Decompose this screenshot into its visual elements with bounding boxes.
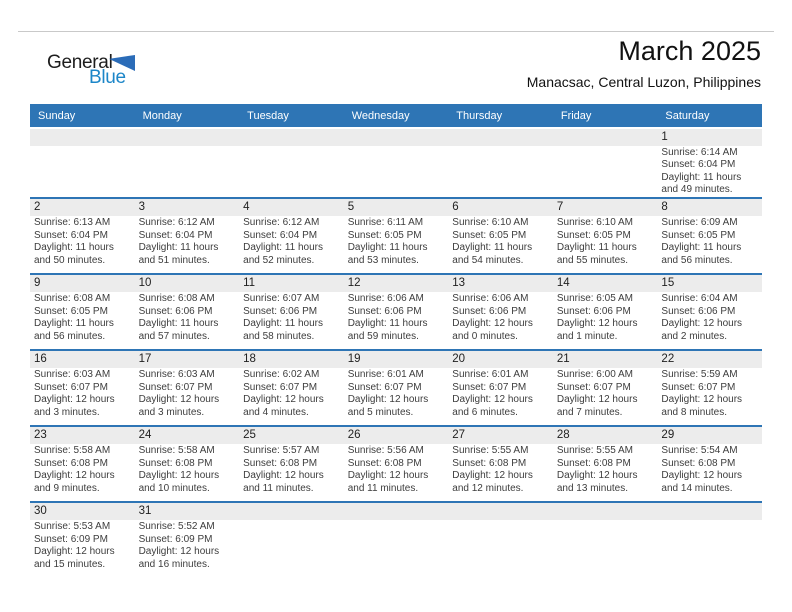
day-detail-line: Daylight: 11 hours (243, 242, 323, 253)
day-detail-line: Sunrise: 6:08 AM (138, 293, 215, 304)
day-detail-line: Daylight: 11 hours (138, 318, 219, 329)
day-number: 3 (135, 199, 240, 216)
day-number: 24 (135, 427, 240, 444)
day-details (448, 368, 553, 419)
day-number (344, 503, 449, 520)
day-cell-empty (135, 129, 240, 197)
day-details (239, 292, 344, 343)
day-details (553, 216, 658, 267)
day-number: 18 (239, 351, 344, 368)
day-detail-line: and 2 minutes. (661, 330, 728, 342)
day-details (30, 368, 135, 419)
day-detail-line: Sunrise: 5:54 AM (661, 445, 738, 456)
day-cell-7 (553, 199, 658, 273)
calendar-week-row (30, 129, 762, 197)
day-detail-line: and 50 minutes. (34, 254, 106, 266)
day-detail-line: Daylight: 12 hours (34, 394, 115, 405)
day-details (657, 520, 762, 521)
day-number: 12 (344, 275, 449, 292)
day-number: 11 (239, 275, 344, 292)
day-details (448, 444, 553, 495)
day-cell-empty (448, 129, 553, 197)
logo-text-general: General (47, 52, 113, 73)
day-number (553, 129, 658, 146)
day-cell-8 (657, 199, 762, 273)
day-detail-line: Sunrise: 6:01 AM (452, 369, 529, 380)
day-details (657, 216, 762, 267)
day-cell-empty (30, 129, 135, 197)
day-details (135, 444, 240, 495)
day-cell-19 (344, 351, 449, 425)
day-detail-line: Sunset: 6:08 PM (661, 457, 736, 469)
day-cell-empty (553, 129, 658, 197)
day-cell-empty (553, 503, 658, 577)
day-details (553, 368, 658, 419)
day-detail-line: Sunset: 6:06 PM (556, 305, 631, 317)
weekday-header-row (30, 104, 762, 127)
day-detail-line: and 1 minute. (556, 330, 618, 342)
day-number: 29 (657, 427, 762, 444)
day-detail-line: Daylight: 11 hours (452, 242, 533, 253)
day-cell-16 (30, 351, 135, 425)
day-detail-line: Sunset: 6:08 PM (556, 457, 631, 469)
day-detail-line: Sunrise: 5:58 AM (138, 445, 215, 456)
day-detail-line: Sunrise: 6:03 AM (138, 369, 215, 380)
day-detail-line: Sunrise: 6:12 AM (243, 217, 320, 228)
day-detail-line: and 58 minutes. (243, 330, 315, 342)
day-detail-line: Sunrise: 5:56 AM (347, 445, 424, 456)
day-number: 28 (553, 427, 658, 444)
day-details (553, 520, 658, 521)
day-cell-25 (239, 427, 344, 501)
day-detail-line: Sunrise: 6:03 AM (34, 369, 111, 380)
day-detail-line: Daylight: 11 hours (243, 318, 323, 329)
day-number: 6 (448, 199, 553, 216)
day-detail-line: and 9 minutes. (34, 482, 100, 494)
day-detail-line: Sunset: 6:09 PM (138, 533, 213, 545)
day-number (135, 129, 240, 146)
day-number: 10 (135, 275, 240, 292)
calendar (30, 104, 762, 577)
day-detail-line: and 52 minutes. (243, 254, 315, 266)
day-number (30, 129, 135, 146)
day-number: 31 (135, 503, 240, 520)
day-detail-line: Daylight: 11 hours (34, 318, 114, 329)
day-cell-20 (448, 351, 553, 425)
day-detail-line: Sunset: 6:04 PM (243, 229, 318, 241)
day-detail-line: Daylight: 12 hours (661, 470, 743, 481)
day-cell-13 (448, 275, 553, 349)
day-details (657, 368, 762, 419)
day-details (657, 146, 762, 196)
day-detail-line: Sunset: 6:08 PM (243, 457, 318, 469)
day-cell-empty (657, 503, 762, 577)
day-detail-line: Daylight: 11 hours (347, 242, 428, 253)
day-details (344, 146, 449, 147)
day-cell-14 (553, 275, 658, 349)
day-details (553, 444, 658, 495)
day-detail-line: Sunset: 6:07 PM (138, 381, 213, 393)
day-cell-11 (239, 275, 344, 349)
day-number: 1 (657, 129, 762, 146)
day-detail-line: and 3 minutes. (138, 406, 205, 418)
day-detail-line: Sunrise: 6:04 AM (661, 293, 738, 304)
day-details (239, 520, 344, 521)
day-number: 5 (344, 199, 449, 216)
day-details (30, 444, 135, 495)
day-cell-17 (135, 351, 240, 425)
day-details (553, 146, 658, 147)
day-detail-line: and 11 minutes. (243, 482, 314, 494)
weekday-header-sunday: Sunday (38, 109, 76, 122)
day-detail-line: Sunset: 6:05 PM (34, 305, 108, 317)
day-details (30, 292, 135, 343)
day-detail-line: Sunset: 6:05 PM (347, 229, 422, 241)
day-detail-line: Sunset: 6:07 PM (34, 381, 108, 393)
day-detail-line: Daylight: 11 hours (661, 242, 742, 253)
day-detail-line: Sunrise: 6:01 AM (347, 369, 424, 380)
day-cell-empty (448, 503, 553, 577)
day-detail-line: Daylight: 12 hours (556, 318, 638, 329)
day-details (239, 216, 344, 267)
day-detail-line: and 53 minutes. (347, 254, 419, 266)
day-cell-empty (344, 503, 449, 577)
day-detail-line: Sunset: 6:04 PM (34, 229, 108, 241)
day-detail-line: Sunset: 6:08 PM (138, 457, 213, 469)
day-details (657, 444, 762, 495)
day-detail-line: Sunset: 6:09 PM (34, 533, 108, 545)
day-cell-6 (448, 199, 553, 273)
day-number: 14 (553, 275, 658, 292)
day-detail-line: and 56 minutes. (34, 330, 106, 342)
day-cell-30 (30, 503, 135, 577)
day-detail-line: Sunrise: 5:58 AM (34, 445, 111, 456)
day-detail-line: Daylight: 12 hours (243, 394, 324, 405)
day-cell-12 (344, 275, 449, 349)
day-cell-26 (344, 427, 449, 501)
day-detail-line: Sunset: 6:05 PM (661, 229, 736, 241)
day-detail-line: Sunset: 6:04 PM (138, 229, 213, 241)
day-detail-line: Sunrise: 5:52 AM (138, 521, 215, 532)
weekday-header-tuesday: Tuesday (247, 109, 289, 122)
day-detail-line: and 59 minutes. (347, 330, 419, 342)
day-number: 15 (657, 275, 762, 292)
day-details (344, 520, 449, 521)
day-details (344, 216, 449, 267)
day-cell-empty (239, 129, 344, 197)
day-detail-line: Daylight: 12 hours (243, 470, 324, 481)
weekday-header-monday: Monday (142, 109, 182, 122)
day-detail-line: Sunrise: 5:57 AM (243, 445, 320, 456)
day-details (135, 368, 240, 419)
day-detail-line: Sunset: 6:08 PM (452, 457, 527, 469)
day-details (30, 146, 135, 147)
day-details (135, 146, 240, 147)
day-detail-line: and 56 minutes. (661, 254, 733, 266)
day-cell-29 (657, 427, 762, 501)
day-detail-line: Daylight: 11 hours (661, 171, 742, 183)
day-detail-line: Sunrise: 6:02 AM (243, 369, 320, 380)
logo-text-blue: Blue (89, 67, 126, 88)
day-number: 7 (553, 199, 658, 216)
day-detail-line: and 13 minutes. (556, 482, 629, 494)
location-subtitle: Manacsac, Central Luzon, Philippines (526, 74, 761, 90)
day-detail-line: Daylight: 12 hours (661, 394, 743, 405)
day-detail-line: Sunset: 6:06 PM (243, 305, 318, 317)
day-detail-line: and 11 minutes. (347, 482, 419, 494)
weekday-header-wednesday: Wednesday (351, 109, 410, 122)
day-cell-28 (553, 427, 658, 501)
day-detail-line: Sunrise: 5:53 AM (34, 521, 111, 532)
day-detail-line: Sunset: 6:06 PM (661, 305, 736, 317)
day-detail-line: and 14 minutes. (661, 482, 733, 494)
day-detail-line: Sunset: 6:06 PM (347, 305, 422, 317)
day-number: 20 (448, 351, 553, 368)
day-number (239, 503, 344, 520)
day-details (344, 368, 449, 419)
day-details (553, 292, 658, 343)
day-number: 22 (657, 351, 762, 368)
day-detail-line: Daylight: 11 hours (347, 318, 428, 329)
day-detail-line: Sunrise: 6:10 AM (452, 217, 529, 228)
day-detail-line: Sunrise: 6:06 AM (452, 293, 529, 304)
day-detail-line: Sunrise: 5:55 AM (556, 445, 633, 456)
calendar-week-row (30, 197, 762, 273)
day-detail-line: and 3 minutes. (34, 406, 100, 418)
day-detail-line: Sunset: 6:07 PM (243, 381, 318, 393)
day-detail-line: Sunrise: 6:14 AM (661, 147, 738, 158)
day-cell-1 (657, 129, 762, 197)
day-cell-4 (239, 199, 344, 273)
day-detail-line: Sunrise: 6:10 AM (556, 217, 633, 228)
day-details (448, 146, 553, 147)
day-detail-line: Daylight: 12 hours (34, 470, 115, 481)
day-detail-line: Daylight: 11 hours (138, 242, 219, 253)
day-number: 25 (239, 427, 344, 444)
day-detail-line: and 8 minutes. (661, 406, 728, 418)
day-detail-line: and 5 minutes. (347, 406, 414, 418)
day-number: 19 (344, 351, 449, 368)
day-details (344, 292, 449, 343)
day-number (657, 503, 762, 520)
day-detail-line: Sunset: 6:06 PM (452, 305, 527, 317)
general-blue-logo (47, 52, 167, 92)
day-detail-line: Daylight: 11 hours (34, 242, 114, 253)
day-details (448, 292, 553, 343)
day-detail-line: Sunrise: 6:08 AM (34, 293, 111, 304)
day-details (657, 292, 762, 343)
day-detail-line: and 51 minutes. (138, 254, 210, 266)
day-detail-line: Daylight: 11 hours (556, 242, 637, 253)
day-number: 4 (239, 199, 344, 216)
day-number: 9 (30, 275, 135, 292)
day-detail-line: and 57 minutes. (138, 330, 210, 342)
weekday-header-thursday: Thursday (456, 109, 503, 122)
day-cell-31 (135, 503, 240, 577)
title-block (527, 36, 761, 90)
day-number: 17 (135, 351, 240, 368)
day-detail-line: Daylight: 12 hours (452, 394, 533, 405)
calendar-week-row (30, 349, 762, 425)
calendar-week-row (30, 273, 762, 349)
day-detail-line: Daylight: 12 hours (138, 546, 220, 557)
day-detail-line: and 15 minutes. (34, 558, 106, 570)
day-detail-line: Daylight: 12 hours (138, 394, 220, 405)
calendar-week-row (30, 425, 762, 501)
day-detail-line: Sunset: 6:08 PM (34, 457, 108, 469)
day-detail-line: Sunset: 6:07 PM (556, 381, 631, 393)
day-details (448, 520, 553, 521)
day-detail-line: Sunrise: 6:13 AM (34, 217, 111, 228)
day-details (30, 216, 135, 267)
day-detail-line: Sunrise: 6:07 AM (243, 293, 320, 304)
day-detail-line: Sunset: 6:07 PM (347, 381, 422, 393)
day-cell-24 (135, 427, 240, 501)
day-detail-line: and 6 minutes. (452, 406, 518, 418)
day-number: 13 (448, 275, 553, 292)
day-cell-empty (239, 503, 344, 577)
day-number: 21 (553, 351, 658, 368)
day-cell-3 (135, 199, 240, 273)
day-number: 2 (30, 199, 135, 216)
day-detail-line: Daylight: 12 hours (452, 470, 533, 481)
day-number (344, 129, 449, 146)
day-detail-line: Daylight: 12 hours (452, 318, 533, 329)
day-detail-line: and 7 minutes. (556, 406, 623, 418)
day-cell-2 (30, 199, 135, 273)
day-number (239, 129, 344, 146)
day-detail-line: and 49 minutes. (661, 183, 733, 195)
day-detail-line: Sunrise: 6:06 AM (347, 293, 424, 304)
weekday-header-saturday: Saturday (665, 109, 710, 122)
day-detail-line: Sunset: 6:06 PM (138, 305, 213, 317)
day-number: 26 (344, 427, 449, 444)
day-cell-21 (553, 351, 658, 425)
day-details (135, 292, 240, 343)
day-detail-line: Daylight: 12 hours (347, 394, 429, 405)
day-details (135, 216, 240, 267)
day-detail-line: Sunset: 6:08 PM (347, 457, 422, 469)
day-cell-9 (30, 275, 135, 349)
day-number: 16 (30, 351, 135, 368)
day-detail-line: Daylight: 12 hours (347, 470, 429, 481)
day-cell-10 (135, 275, 240, 349)
day-details (239, 368, 344, 419)
calendar-week-row (30, 501, 762, 577)
day-detail-line: Sunrise: 6:05 AM (556, 293, 633, 304)
day-detail-line: and 54 minutes. (452, 254, 524, 266)
day-number (448, 503, 553, 520)
day-number (553, 503, 658, 520)
day-detail-line: and 12 minutes. (452, 482, 524, 494)
day-detail-line: and 10 minutes. (138, 482, 210, 494)
day-details (239, 146, 344, 147)
day-detail-line: Daylight: 12 hours (138, 470, 220, 481)
day-detail-line: Daylight: 12 hours (661, 318, 743, 329)
day-detail-line: and 16 minutes. (138, 558, 210, 570)
day-detail-line: Sunset: 6:07 PM (452, 381, 527, 393)
day-number: 8 (657, 199, 762, 216)
day-details (239, 444, 344, 495)
day-detail-line: Daylight: 12 hours (34, 546, 115, 557)
day-detail-line: Sunrise: 6:12 AM (138, 217, 215, 228)
day-detail-line: Sunrise: 6:00 AM (556, 369, 633, 380)
day-number: 27 (448, 427, 553, 444)
day-detail-line: Sunset: 6:07 PM (661, 381, 736, 393)
day-number: 23 (30, 427, 135, 444)
day-cell-5 (344, 199, 449, 273)
day-detail-line: Daylight: 12 hours (556, 470, 638, 481)
month-title: March 2025 (618, 36, 761, 66)
day-details (30, 520, 135, 571)
day-details (344, 444, 449, 495)
day-cell-18 (239, 351, 344, 425)
day-detail-line: Sunrise: 6:09 AM (661, 217, 738, 228)
weekday-header-friday: Friday (560, 109, 592, 122)
day-detail-line: Sunset: 6:05 PM (452, 229, 527, 241)
day-cell-23 (30, 427, 135, 501)
day-detail-line: Sunrise: 5:59 AM (661, 369, 738, 380)
day-number: 30 (30, 503, 135, 520)
day-detail-line: Sunset: 6:05 PM (556, 229, 631, 241)
day-detail-line: and 4 minutes. (243, 406, 309, 418)
day-number (448, 129, 553, 146)
day-cell-empty (344, 129, 449, 197)
day-cell-22 (657, 351, 762, 425)
top-rule (18, 31, 774, 32)
day-cell-15 (657, 275, 762, 349)
day-detail-line: and 0 minutes. (452, 330, 518, 342)
day-detail-line: and 55 minutes. (556, 254, 629, 266)
day-details (135, 520, 240, 571)
day-detail-line: Sunset: 6:04 PM (661, 159, 736, 171)
day-detail-line: Daylight: 12 hours (556, 394, 638, 405)
day-detail-line: Sunrise: 6:11 AM (347, 217, 424, 228)
day-detail-line: Sunrise: 5:55 AM (452, 445, 529, 456)
day-details (448, 216, 553, 267)
day-cell-27 (448, 427, 553, 501)
